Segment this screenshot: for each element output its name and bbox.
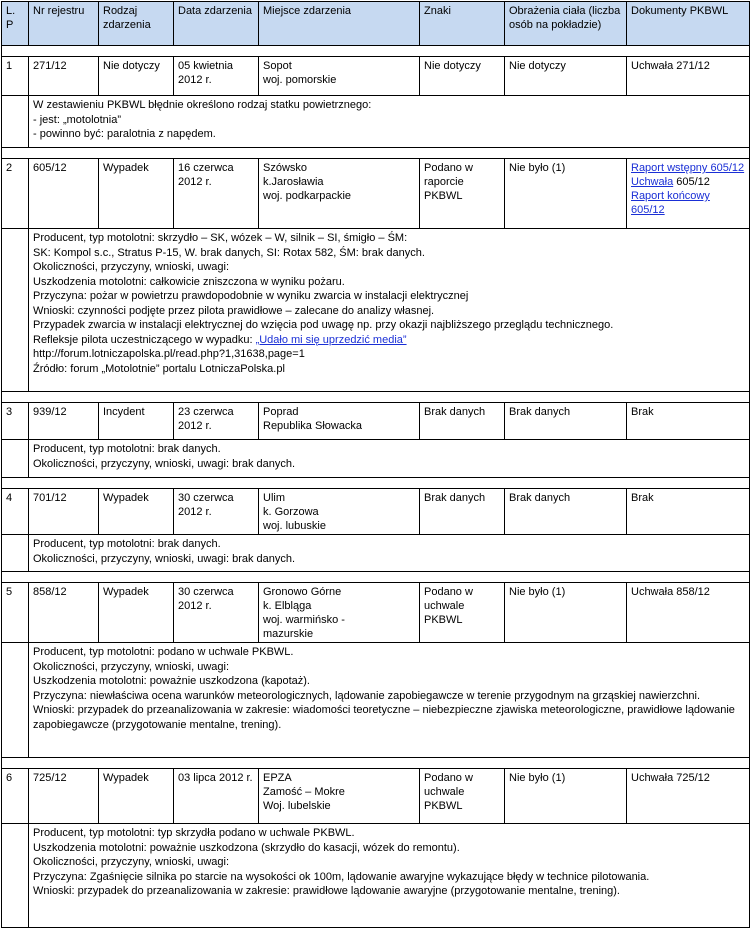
cell-lp: 3: [2, 403, 29, 440]
detail-row: [2, 96, 750, 148]
detail-line: Wnioski: czynności podjęte przez pilota prawidłowe – zalecane do analizy własnej.: [33, 304, 435, 317]
header-obrazenia: Obrażenia ciała (liczba osób na pokładzie): [505, 2, 627, 46]
cell-data: 30 czerwca 2012 r.: [174, 489, 259, 535]
detail-blank: [2, 229, 29, 392]
detail-row: [2, 229, 750, 392]
detail-line: Przyczyna: niewłaściwa ocena warunków meteorologicznych, lądowanie zapobiegawcze w terenie przygodnym na grząskiej nawierzchni.: [33, 689, 701, 702]
table-row: [2, 57, 750, 96]
cell-znaki: Brak danych: [420, 489, 505, 535]
detail-line: Okoliczności, przyczyny, wnioski, uwagi:: [33, 856, 230, 868]
detail-row: [2, 440, 750, 478]
cell-data: 16 czerwca 2012 r.: [174, 159, 259, 229]
cell-dokumenty: Uchwała 271/12: [627, 57, 750, 96]
cell-obrazenia: Brak danych: [505, 403, 627, 440]
place-line: k.Jarosławia: [263, 176, 324, 188]
place-line: woj. lubuskie: [263, 520, 326, 532]
detail-line: Producent, typ motolotni: brak danych.: [33, 443, 221, 455]
detail-line: W zestawieniu PKBWL błędnie określono rodzaj statku powietrznego:: [33, 99, 372, 111]
cell-lp: 2: [2, 159, 29, 229]
cell-miejsce: [259, 57, 420, 96]
cell-miejsce: [259, 769, 420, 824]
place-line: Poprad: [263, 406, 299, 418]
table-row: [2, 489, 750, 535]
detail-line: SK: Kompol s.c., Stratus P-15, W. brak danych, SI: Rotax 582, ŚM: brak danych.: [33, 246, 425, 259]
detail-line: Przyczyna: Zgaśnięcie silnika po starcie na wysokości ok 100m, lądowanie awaryjne wykazujące błędy w technice pilotowania.: [33, 870, 650, 883]
cell-dokumenty: Brak: [627, 403, 750, 440]
cell-znaki: Brak danych: [420, 403, 505, 440]
reflection-link[interactable]: „Udało mi się uprzedzić media”: [255, 333, 407, 346]
table-row: [2, 159, 750, 229]
place-line: woj. podkarpackie: [263, 190, 352, 202]
place-line: Sopot: [263, 60, 292, 72]
spacer-cell: [2, 392, 750, 403]
source-url: http://forum.lotniczapolska.pl/read.php?1,31638,page=1: [33, 348, 305, 360]
header-data: Data zdarzenia: [174, 2, 259, 46]
cell-rodzaj: Wypadek: [99, 583, 174, 643]
detail-line: - powinno być: paralotnia z napędem.: [33, 128, 216, 140]
spacer-row: [2, 478, 750, 489]
cell-nr: 858/12: [29, 583, 99, 643]
detail-line: Uszkodzenia motolotni: poważnie uszkodzona (skrzydło do kasacji, wózek do remontu).: [33, 841, 460, 854]
cell-znaki: Podano w raporcie PKBWL: [420, 159, 505, 229]
cell-nr: 271/12: [29, 57, 99, 96]
spacer-cell: [2, 758, 750, 769]
place-line: Republika Słowacka: [263, 420, 363, 432]
detail-row: [2, 824, 750, 928]
cell-lp: 5: [2, 583, 29, 643]
detail-line: Producent, typ motolotni: typ skrzydła podano w uchwale PKBWL.: [33, 827, 355, 839]
detail-blank: [2, 535, 29, 572]
detail-cell: [29, 643, 750, 758]
detail-blank: [2, 824, 29, 928]
cell-data: 23 czerwca 2012 r.: [174, 403, 259, 440]
header-rodzaj: Rodzaj zdarzenia: [99, 2, 174, 46]
spacer-cell: [2, 46, 750, 57]
place-line: Zamość – Mokre: [263, 786, 345, 798]
table-row: [2, 583, 750, 643]
table-row: [2, 769, 750, 824]
cell-nr: 939/12: [29, 403, 99, 440]
cell-obrazenia: Nie było (1): [505, 769, 627, 824]
cell-nr: 701/12: [29, 489, 99, 535]
detail-line: Producent, typ motolotni: skrzydło – SK, wózek – W, silnik – SI, śmigło – ŚM:: [33, 232, 408, 244]
detail-cell: [29, 229, 750, 392]
cell-lp: 4: [2, 489, 29, 535]
place-line: Szówsko: [263, 162, 308, 174]
detail-line: Uszkodzenia motolotni: całkowicie zniszczona w wyniku pożaru.: [33, 275, 345, 288]
reflection-line: [33, 333, 745, 348]
detail-cell: [29, 440, 750, 478]
detail-line: Przypadek zwarcia w instalacji elektrycznej do wzięcia pod uwagę np. przy okazji najbliższego przeglądu technicznego.: [33, 319, 614, 331]
header-dokumenty: Dokumenty PKBWL: [627, 2, 750, 46]
cell-znaki: Podano w uchwale PKBWL: [420, 583, 505, 643]
uchwala-link[interactable]: Uchwała: [631, 176, 674, 188]
cell-miejsce: [259, 583, 420, 643]
cell-dokumenty: Uchwała 858/12: [627, 583, 750, 643]
cell-miejsce: [259, 403, 420, 440]
header-lp: L. P: [2, 2, 29, 46]
spacer-row: [2, 46, 750, 57]
cell-data: 30 czerwca 2012 r.: [174, 583, 259, 643]
spacer-cell: [2, 572, 750, 583]
cell-data: 03 lipca 2012 r.: [174, 769, 259, 824]
place-line: k. Gorzowa: [263, 506, 319, 518]
detail-row: [2, 643, 750, 758]
spacer-cell: [2, 148, 750, 159]
detail-line: Uszkodzenia motolotni: poważnie uszkodzona (kapotaż).: [33, 675, 310, 687]
detail-line: Producent, typ motolotni: brak danych.: [33, 538, 221, 550]
place-line: woj. pomorskie: [263, 74, 337, 86]
detail-line: - jest: „motolotnia”: [33, 113, 122, 126]
cell-dokumenty: [627, 159, 750, 229]
cell-lp: 1: [2, 57, 29, 96]
detail-line: Okoliczności, przyczyny, wnioski, uwagi: brak danych.: [33, 552, 296, 565]
cell-rodzaj: Nie dotyczy: [99, 57, 174, 96]
spacer-row: [2, 572, 750, 583]
detail-blank: [2, 96, 29, 148]
place-line: k. Elbląga: [263, 600, 312, 612]
cell-rodzaj: Wypadek: [99, 159, 174, 229]
cell-data: 05 kwietnia 2012 r.: [174, 57, 259, 96]
header-znaki: Znaki: [420, 2, 505, 46]
cell-rodzaj: Wypadek: [99, 769, 174, 824]
uchwala-number: 605/12: [673, 176, 710, 188]
header-nr: Nr rejestru: [29, 2, 99, 46]
reflection-prefix: Refleksje pilota uczestniczącego w wypadku:: [33, 333, 256, 346]
place-line: EPZA: [263, 772, 292, 784]
table-row: [2, 403, 750, 440]
cell-znaki: Nie dotyczy: [420, 57, 505, 96]
cell-nr: 725/12: [29, 769, 99, 824]
detail-blank: [2, 440, 29, 478]
detail-row: [2, 535, 750, 572]
uchwala-entry: [631, 175, 745, 189]
detail-line: Przyczyna: pożar w powietrzu prawdopodobnie w wyniku zwarcia w instalacji elektrycznej: [33, 290, 469, 302]
cell-miejsce: [259, 159, 420, 229]
cell-znaki: Podano w uchwale PKBWL: [420, 769, 505, 824]
detail-line: Wnioski: przypadek do przeanalizowania w zakresie: prawidłowe lądowanie awaryjne (przygotowanie mentalne, trening).: [33, 885, 620, 897]
cell-lp: 6: [2, 769, 29, 824]
cell-rodzaj: Incydent: [99, 403, 174, 440]
header-miejsce: Miejsce zdarzenia: [259, 2, 420, 46]
place-line: woj. warmińsko -: [263, 614, 345, 626]
cell-dokumenty: Brak: [627, 489, 750, 535]
detail-line: Wnioski: przypadek do przeanalizowania w zakresie: wiadomości teoretyczne – niebezpieczne zjawiska meteorologiczne, prawidłowe lądowanie zapobiegawcze (przygotowanie mentalne, trening).: [33, 704, 735, 731]
cell-obrazenia: Nie było (1): [505, 159, 627, 229]
place-line: Ulim: [263, 492, 285, 504]
cell-rodzaj: Wypadek: [99, 489, 174, 535]
raport-koncowy-link[interactable]: Raport końcowy 605/12: [631, 190, 710, 216]
source-line: Źródło: forum „Motolotnie” portalu LotniczaPolska.pl: [33, 362, 285, 375]
detail-cell: [29, 824, 750, 928]
detail-line: Okoliczności, przyczyny, wnioski, uwagi:: [33, 261, 230, 273]
detail-line: Okoliczności, przyczyny, wnioski, uwagi: brak danych.: [33, 457, 296, 470]
cell-obrazenia: Brak danych: [505, 489, 627, 535]
place-line: mazurskie: [263, 628, 314, 640]
place-line: Gronowo Górne: [263, 586, 342, 598]
incident-table: [1, 1, 750, 928]
detail-cell: [29, 96, 750, 148]
header-row: [2, 2, 750, 46]
spacer-row: [2, 148, 750, 159]
detail-line: Okoliczności, przyczyny, wnioski, uwagi:: [33, 660, 230, 673]
spacer-cell: [2, 478, 750, 489]
cell-nr: 605/12: [29, 159, 99, 229]
detail-line: Producent, typ motolotni: podano w uchwale PKBWL.: [33, 646, 294, 658]
raport-wstepny-link[interactable]: Raport wstępny 605/12: [631, 162, 745, 174]
cell-miejsce: [259, 489, 420, 535]
cell-dokumenty: Uchwała 725/12: [627, 769, 750, 824]
cell-obrazenia: Nie dotyczy: [505, 57, 627, 96]
detail-cell: [29, 535, 750, 572]
spacer-row: [2, 392, 750, 403]
spacer-row: [2, 758, 750, 769]
detail-blank: [2, 643, 29, 758]
place-line: Woj. lubelskie: [263, 800, 331, 812]
cell-obrazenia: Nie było (1): [505, 583, 627, 643]
